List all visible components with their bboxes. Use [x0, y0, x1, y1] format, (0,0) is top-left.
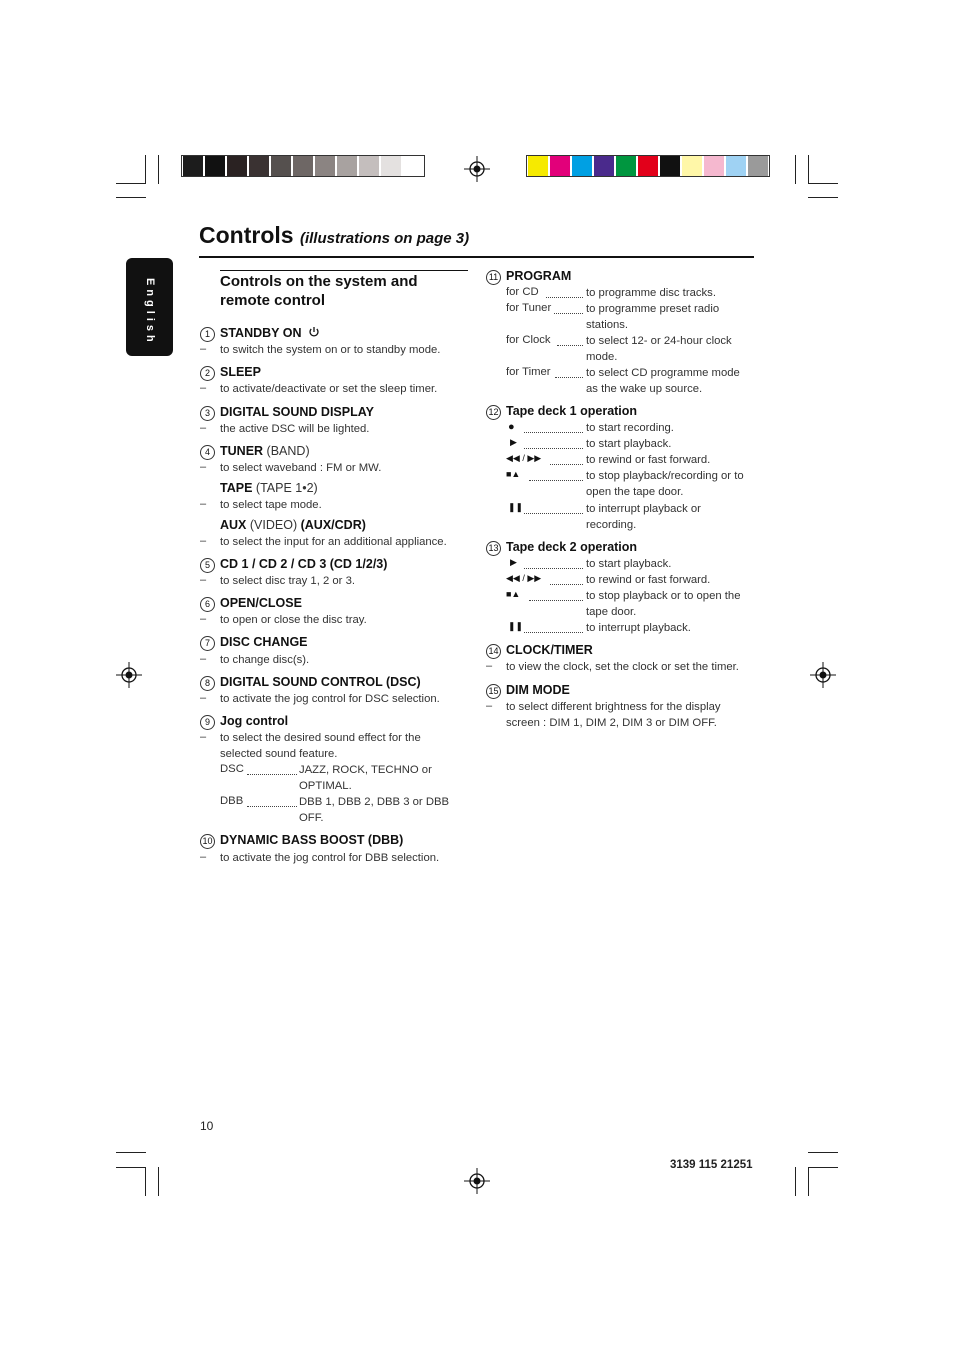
item-title-text: (AUX/CDR) [300, 518, 366, 532]
item-title-note: (TAPE 1•2) [255, 481, 318, 495]
item-desc: stations. [586, 319, 629, 331]
dash: – [200, 498, 207, 510]
item-desc: to rewind or fast forward. [586, 454, 711, 466]
dash: – [200, 731, 207, 743]
item-desc: to select disc tray 1, 2 or 3. [220, 575, 355, 587]
color-swatch [682, 156, 702, 176]
item-title: CLOCK/TIMER [506, 643, 593, 657]
stop-eject-icon: ■▲ [506, 469, 521, 479]
section-heading: Controls on the system and remote control [220, 273, 418, 309]
pause-icon: ❚❚ [508, 502, 524, 512]
item-title [220, 326, 320, 340]
crop-mark [158, 1167, 159, 1196]
color-swatch [748, 156, 768, 176]
dotted-label: DSC [220, 763, 244, 775]
color-swatch [183, 156, 203, 176]
crop-mark [795, 1167, 796, 1196]
crop-mark [116, 1152, 146, 1153]
item-title: OPEN/CLOSE [220, 596, 302, 610]
item-desc: to activate the jog control for DSC selection. [220, 693, 440, 705]
item-desc: DBB 1, DBB 2, DBB 3 or DBB [299, 796, 450, 808]
item-desc: to start recording. [586, 422, 674, 434]
color-swatch [227, 156, 247, 176]
crop-mark [808, 183, 838, 184]
dash: – [200, 382, 207, 394]
color-swatch [660, 156, 680, 176]
color-swatch [249, 156, 269, 176]
color-swatch [594, 156, 614, 176]
document-code: 3139 115 21251 [670, 1159, 753, 1171]
item-desc: mode. [586, 351, 618, 363]
item-desc: to select the input for an additional appliance. [220, 536, 447, 548]
dotted-label: for Tuner [506, 302, 552, 314]
item-desc: to select the desired sound effect for the [220, 732, 421, 744]
section-rule [220, 270, 468, 271]
item-number: 11 [486, 270, 501, 285]
crop-mark [808, 1167, 838, 1168]
dot-leader [550, 464, 583, 465]
dot-leader [247, 774, 297, 775]
dot-leader [247, 806, 297, 807]
item-number: 6 [200, 597, 215, 612]
item-number: 10 [200, 834, 215, 849]
item-desc: to switch the system on or to standby mode. [220, 344, 441, 356]
item-title: DIM MODE [506, 683, 570, 697]
dot-leader [524, 568, 583, 569]
item-desc: to rewind or fast forward. [586, 574, 711, 586]
dash: – [200, 574, 207, 586]
dotted-label: for Clock [506, 334, 551, 346]
power-icon [308, 326, 320, 338]
item-desc: OPTIMAL. [299, 780, 352, 792]
item-title-note: (BAND) [266, 444, 310, 458]
dash: – [200, 461, 207, 473]
color-swatch [616, 156, 636, 176]
color-swatch [638, 156, 658, 176]
registration-mark-icon [810, 662, 836, 688]
item-desc: to select waveband : FM or MW. [220, 462, 382, 474]
dot-leader [524, 513, 583, 514]
crop-mark [116, 1167, 146, 1168]
item-desc: OFF. [299, 812, 324, 824]
registration-mark-icon [464, 156, 490, 182]
item-desc: to interrupt playback. [586, 622, 691, 634]
item-title: DIGITAL SOUND DISPLAY [220, 405, 374, 419]
item-title: PROGRAM [506, 269, 572, 283]
title-rule [199, 256, 754, 258]
color-bar-strip [526, 155, 770, 177]
item-desc: open the tape door. [586, 486, 684, 498]
dot-leader [555, 377, 583, 378]
page-title [199, 222, 469, 249]
crop-mark [808, 197, 838, 198]
dot-leader [524, 448, 583, 449]
crop-mark [808, 155, 809, 184]
dash: – [486, 660, 493, 672]
item-desc: to activate/deactivate or set the sleep timer. [220, 383, 438, 395]
item-title-note: (VIDEO) [249, 518, 298, 532]
dash: – [200, 422, 207, 434]
color-swatch [293, 156, 313, 176]
item-desc: the active DSC will be lighted. [220, 423, 370, 435]
item-number: 7 [200, 636, 215, 651]
dash: – [200, 535, 207, 547]
item-desc: selected sound feature. [220, 748, 338, 760]
crop-mark [145, 1167, 146, 1196]
dash: – [200, 851, 207, 863]
rewind-forward-icon: ◀◀ / ▶▶ [506, 453, 542, 463]
dotted-label: DBB [220, 795, 244, 807]
item-number: 2 [200, 366, 215, 381]
record-icon: ● [508, 421, 515, 433]
item-title [220, 481, 318, 495]
dot-leader [554, 313, 583, 314]
crop-mark [795, 155, 796, 184]
item-desc: as the wake up source. [586, 383, 703, 395]
item-number: 3 [200, 406, 215, 421]
grayscale-bar-strip [181, 155, 425, 177]
item-desc: to start playback. [586, 558, 672, 570]
item-desc: to select 12- or 24-hour clock [586, 335, 732, 347]
language-tab-label: English [144, 278, 156, 346]
dot-leader [546, 297, 583, 298]
registration-mark-icon [464, 1168, 490, 1194]
dot-leader [550, 584, 583, 585]
dash: – [200, 692, 207, 704]
color-swatch [271, 156, 291, 176]
rewind-forward-icon: ◀◀ / ▶▶ [506, 573, 542, 583]
item-desc: screen : DIM 1, DIM 2, DIM 3 or DIM OFF. [506, 717, 717, 729]
dot-leader [524, 432, 583, 433]
item-desc: to select different brightness for the display [506, 701, 721, 713]
item-desc: to change disc(s). [220, 654, 310, 666]
item-title [220, 444, 310, 458]
item-title-text: STANDBY ON [220, 326, 302, 340]
item-number: 15 [486, 684, 501, 699]
item-title-text: TUNER [220, 444, 264, 458]
item-desc: to programme preset radio [586, 303, 720, 315]
item-title: Jog control [220, 714, 289, 728]
registration-mark-icon [116, 662, 142, 688]
item-desc: to view the clock, set the clock or set the timer. [506, 661, 739, 673]
item-desc: to programme disc tracks. [586, 287, 716, 299]
item-desc: to stop playback or to open the [586, 590, 741, 602]
stop-eject-icon: ■▲ [506, 589, 521, 599]
color-swatch [337, 156, 357, 176]
item-title: SLEEP [220, 365, 261, 379]
item-title-text: AUX [220, 518, 247, 532]
dot-leader [524, 632, 583, 633]
item-desc: to stop playback/recording or to [586, 470, 744, 482]
color-swatch [726, 156, 746, 176]
item-desc: to activate the jog control for DBB selection. [220, 852, 440, 864]
color-swatch [381, 156, 401, 176]
item-desc: to interrupt playback or [586, 503, 701, 515]
item-number: 14 [486, 644, 501, 659]
color-swatch [550, 156, 570, 176]
item-number: 13 [486, 541, 501, 556]
item-title: Tape deck 2 operation [506, 540, 638, 554]
page-number: 10 [200, 1119, 214, 1133]
color-swatch [528, 156, 548, 176]
dash: – [486, 700, 493, 712]
title-subtitle: (illustrations on page 3) [299, 230, 470, 247]
dash: – [200, 653, 207, 665]
crop-mark [808, 1167, 809, 1196]
item-desc: recording. [586, 519, 637, 531]
item-number: 9 [200, 715, 215, 730]
crop-mark [116, 197, 146, 198]
item-number: 5 [200, 558, 215, 573]
item-desc: to select tape mode. [220, 499, 322, 511]
crop-mark [145, 155, 146, 184]
item-desc: to open or close the disc tray. [220, 614, 367, 626]
color-swatch [205, 156, 225, 176]
item-number: 8 [200, 676, 215, 691]
color-swatch [403, 156, 423, 176]
title-main: Controls [199, 222, 294, 248]
item-desc: to start playback. [586, 438, 672, 450]
color-swatch [315, 156, 335, 176]
color-swatch [704, 156, 724, 176]
item-title: Tape deck 1 operation [506, 404, 638, 418]
dot-leader [529, 600, 583, 601]
item-title: DIGITAL SOUND CONTROL (DSC) [220, 675, 421, 689]
color-swatch [359, 156, 379, 176]
dotted-label: for Timer [506, 366, 551, 378]
play-icon: ▶ [510, 437, 517, 447]
item-desc: to select CD programme mode [586, 367, 740, 379]
item-title: DISC CHANGE [220, 635, 308, 649]
item-desc: tape door. [586, 606, 637, 618]
item-number: 1 [200, 327, 215, 342]
dash: – [200, 343, 207, 355]
item-title [220, 518, 366, 532]
pause-icon: ❚❚ [508, 621, 524, 631]
crop-mark [116, 183, 146, 184]
item-number: 12 [486, 405, 501, 420]
item-number: 4 [200, 445, 215, 460]
dotted-label: for CD [506, 286, 539, 298]
dot-leader [557, 345, 583, 346]
play-icon: ▶ [510, 557, 517, 567]
dot-leader [529, 480, 583, 481]
color-swatch [572, 156, 592, 176]
item-title: CD 1 / CD 2 / CD 3 (CD 1/2/3) [220, 557, 388, 571]
item-title: DYNAMIC BASS BOOST (DBB) [220, 833, 404, 847]
item-title-text: TAPE [220, 481, 253, 495]
language-tab [126, 258, 173, 356]
item-desc: JAZZ, ROCK, TECHNO or [299, 764, 432, 776]
dash: – [200, 613, 207, 625]
crop-mark [808, 1152, 838, 1153]
crop-mark [158, 155, 159, 184]
